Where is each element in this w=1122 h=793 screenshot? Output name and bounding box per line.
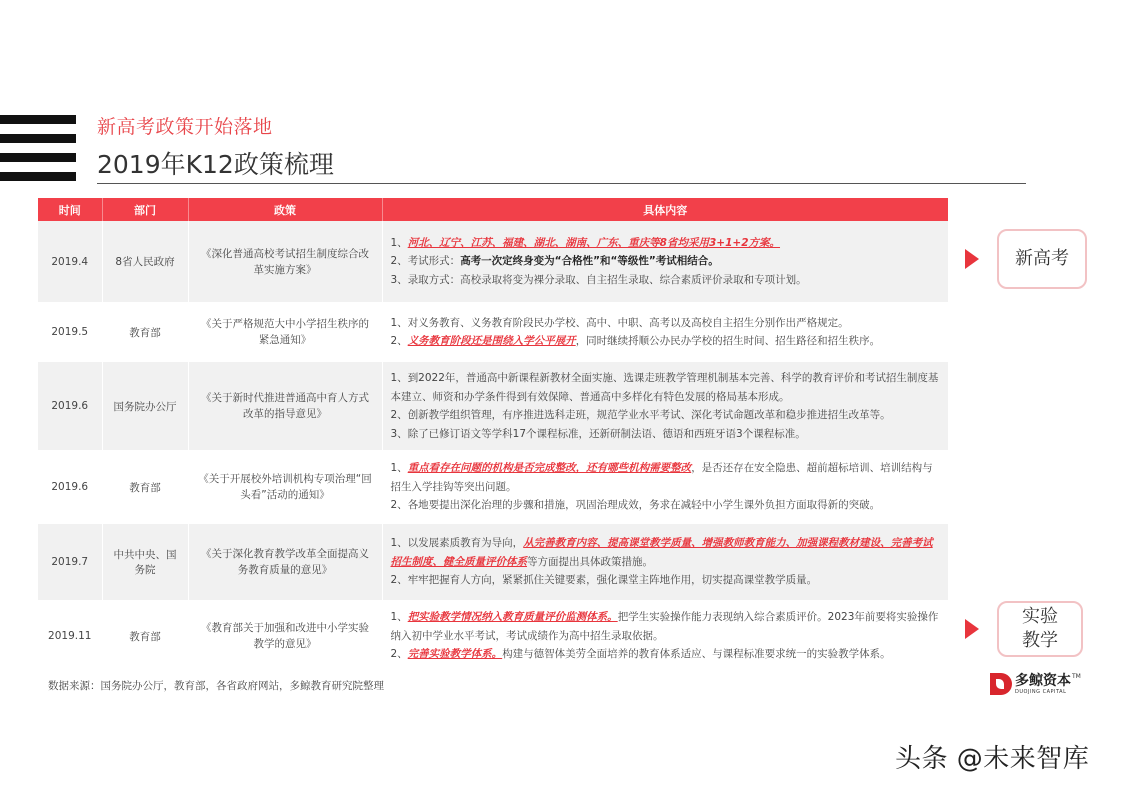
cell-dept: 国务院办公厅 [102, 362, 188, 450]
column-header-content: 具体内容 [382, 198, 948, 221]
cell-time: 2019.4 [38, 221, 102, 302]
data-source-note: 数据来源：国务院办公厅，教育部，各省政府网站，多鲸教育研究院整理 [48, 680, 384, 692]
watermark: 头条 @未来智库 [895, 744, 1090, 774]
cell-time: 2019.6 [38, 362, 102, 450]
cell-content [382, 362, 948, 450]
highlight-text: 重点看存在问题的机构是否完成整改，还有哪些机构需要整改 [407, 462, 692, 475]
cell-dept: 8省人民政府 [102, 221, 188, 302]
cell-content [382, 302, 948, 362]
table-row [38, 600, 948, 672]
cell-policy: 《关于新时代推进普通高中育人方式改革的指导意见》 [188, 362, 382, 450]
cell-time: 2019.7 [38, 524, 102, 600]
decorative-bars-icon [0, 115, 76, 191]
logo-english: DUOJING CAPITAL [1015, 688, 1067, 695]
whale-logo-icon [990, 673, 1012, 695]
tag-label-box: 新高考 [997, 229, 1087, 289]
column-header-policy: 政策 [188, 198, 382, 221]
content-item: 2、考试形式：高考一次定终身变为“合格性”和“等级性”考试相结合。 [390, 255, 719, 268]
content-item: 2、各地要提出深化治理的步骤和措施，巩固治理成效，务求在减轻中小学生课外负担方面取得新的突破。 [390, 499, 881, 512]
cell-policy: 《教育部关于加强和改进中小学实验教学的意见》 [188, 600, 382, 672]
highlight-text: 义务教育阶段还是围绕入学公平展开 [407, 335, 576, 347]
table-row [38, 524, 948, 600]
cell-dept: 中共中央、国务院 [102, 524, 188, 600]
table-row [38, 221, 948, 302]
cell-dept: 教育部 [102, 302, 188, 362]
content-item: 2、完善实验教学体系。构建与德智体美劳全面培养的教育体系适应、与课程标准要求统一的实验教学体系。 [390, 648, 891, 661]
cell-policy: 《关于开展校外培训机构专项治理“回头看”活动的通知》 [188, 450, 382, 524]
table-header-row [38, 198, 948, 221]
content-item: 2、牢牢把握育人方向，紧紧抓住关键要素，强化课堂主阵地作用，切实提高课堂教学质量。 [390, 574, 818, 587]
table-row [38, 450, 948, 524]
cell-time: 2019.6 [38, 450, 102, 524]
cell-dept: 教育部 [102, 600, 188, 672]
cell-content [382, 221, 948, 302]
bold-text: 高考一次定终身变为“合格性”和“等级性”考试相结合。 [460, 255, 719, 268]
content-item: 3、录取方式：高校录取将变为裸分录取、自主招生录取、综合素质评价录取和专项计划。 [390, 273, 807, 286]
cell-policy: 《关于深化教育教学改革全面提高义务教育质量的意见》 [188, 524, 382, 600]
column-header-time: 时间 [38, 198, 102, 221]
table-row [38, 302, 948, 362]
arrow-right-icon [965, 249, 979, 269]
highlight-text: 完善实验教学体系。 [407, 648, 503, 661]
highlight-text: 从完善教育内容、提高课堂教学质量、增强教师教育能力、加强课程教材建设、完善考试招生制度、健全质量评价体系 [390, 537, 933, 568]
arrow-right-icon [965, 619, 979, 639]
highlight-text: 把实验教学情况纳入教育质量评价监测体系。 [407, 611, 618, 624]
highlight-text: 河北、辽宁、江苏、福建、湖北、湖南、广东、重庆等8省均采用3+1+2方案。 [407, 236, 781, 249]
content-item: 1、对义务教育、义务教育阶段民办学校、高中、中职、高考以及高校自主招生分别作出严格规定。 [390, 316, 849, 329]
content-item: 2、创新教学组织管理，有序推进选科走班，规范学业水平考试、深化考试命题改革和稳步推进招生改革等。 [390, 409, 891, 421]
logo-name: 多鲸资本 [1015, 672, 1071, 689]
table-row [38, 362, 948, 450]
cell-content [382, 450, 948, 524]
cell-time: 2019.11 [38, 600, 102, 672]
content-item: 2、义务教育阶段还是围绕入学公平展开，同时继续捋顺公办民办学校的招生时间、招生路径和招生秩序。 [390, 335, 881, 347]
page-subtitle: 新高考政策开始落地 [97, 116, 273, 138]
column-header-dept: 部门 [102, 198, 188, 221]
content-item: 1、重点看存在问题的机构是否完成整改，还有哪些机构需要整改，是否还存在安全隐患、超前超标培训、培训结构与招生入学挂钩等突出问题。 [390, 462, 933, 493]
policy-table [38, 198, 949, 672]
content-item: 1、把实验教学情况纳入教育质量评价监测体系。把学生实验操作能力表现纳入综合素质评价。2023年前要将实验操作纳入初中学业水平考试，考试成绩作为高中招生录取依据。 [390, 611, 939, 642]
tag-label-box: 实验教学 [997, 601, 1083, 657]
cell-time: 2019.5 [38, 302, 102, 362]
cell-content [382, 524, 948, 600]
tag-experiment-teaching [965, 601, 1083, 657]
content-item: 1、以发展素质教育为导向，从完善教育内容、提高课堂教学质量、增强教师教育能力、加强课程教材建设、完善考试招生制度、健全质量评价体系等方面提出具体政策措施。 [390, 537, 933, 568]
title-divider [97, 183, 1026, 184]
brand-logo [990, 673, 1081, 695]
trademark-mark: TM [1072, 673, 1081, 680]
cell-policy: 《深化普通高校考试招生制度综合改革实施方案》 [188, 221, 382, 302]
content-item: 1、到2022年，普通高中新课程新教材全面实施、选课走班教学管理机制基本完善、科学的教育评价和考试招生制度基本建立、师资和办学条件得到有效保障、普通高中多样化有特色发展的格局基本形成。 [390, 372, 939, 403]
cell-dept: 教育部 [102, 450, 188, 524]
content-item: 3、除了已修订语文等学科17个课程标准，还新研制法语、德语和西班牙语3个课程标准。 [390, 427, 806, 440]
cell-content [382, 600, 948, 672]
tag-new-gaokao [965, 229, 1087, 289]
content-item: 1、河北、辽宁、江苏、福建、湖北、湖南、广东、重庆等8省均采用3+1+2方案。 [390, 236, 781, 249]
cell-policy: 《关于严格规范大中小学招生秩序的紧急通知》 [188, 302, 382, 362]
page-title: 2019年K12政策梳理 [97, 150, 334, 179]
